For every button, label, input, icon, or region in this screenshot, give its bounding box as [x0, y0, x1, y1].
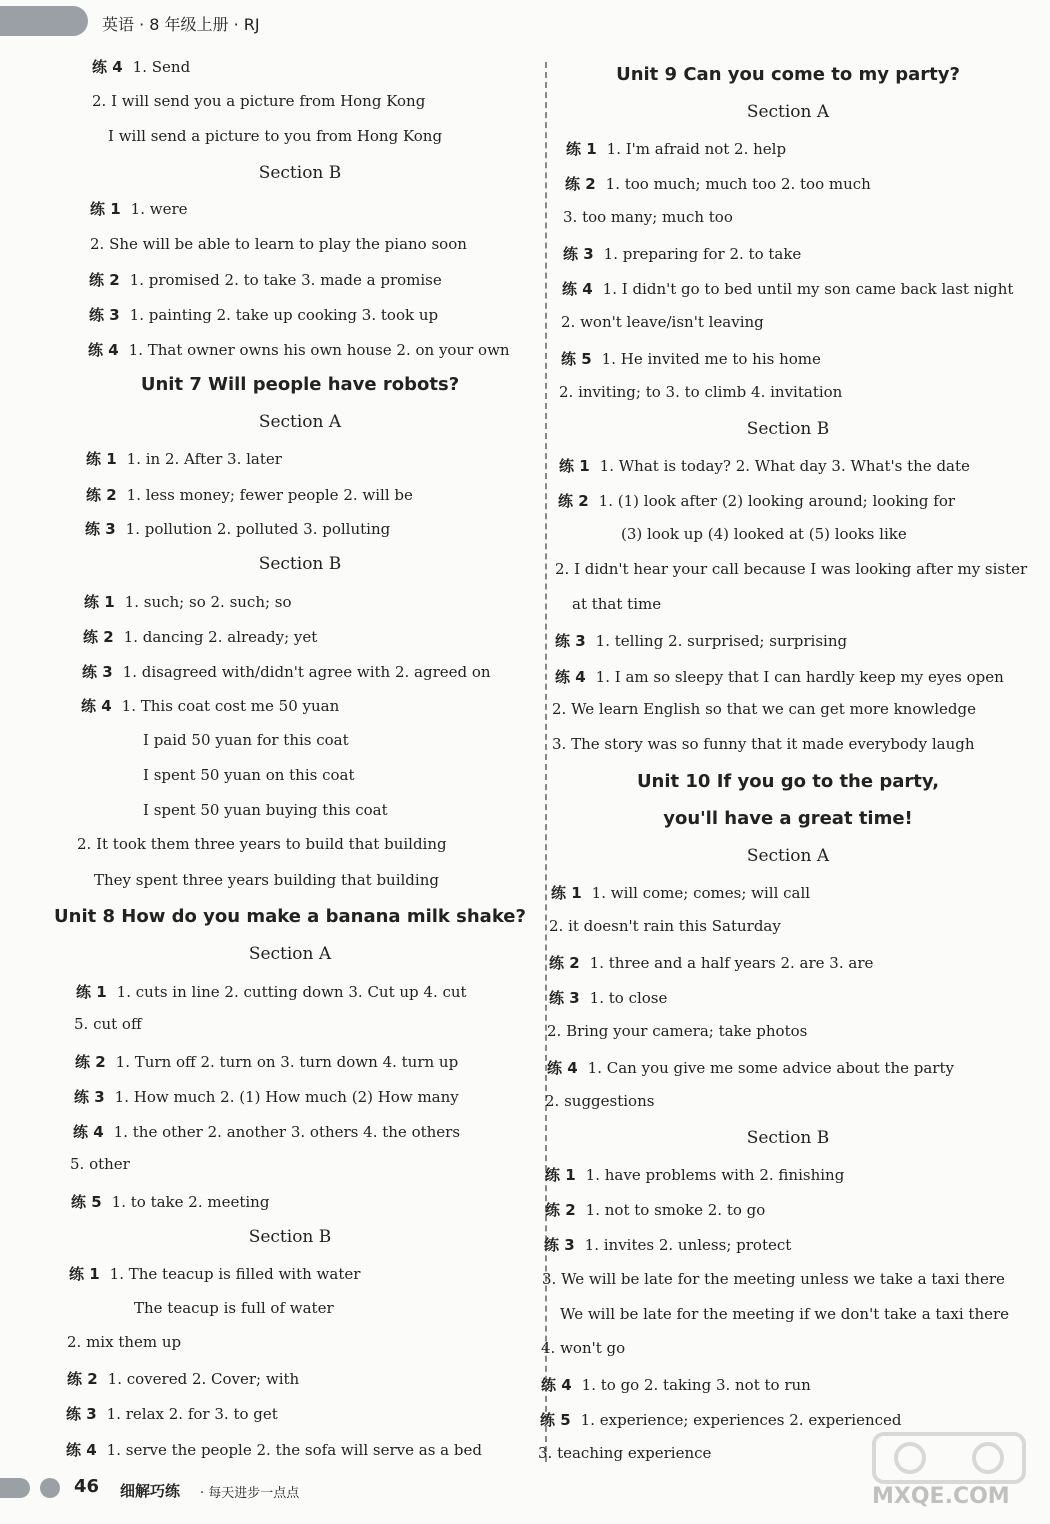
- answer-line: 练 5 1. to take 2. meeting: [71, 1193, 270, 1211]
- answer-line: 练 2 1. less money; fewer people 2. will be: [86, 486, 413, 504]
- answer-line: 练 2 1. covered 2. Cover; with: [67, 1370, 300, 1388]
- answer-line: 练 1 1. such; so 2. such; so: [84, 593, 292, 611]
- answer-line: 练 3 1. disagreed with/didn't agree with 2. agreed on: [82, 663, 491, 681]
- answer-line: 练 3 1. to close: [549, 989, 668, 1007]
- answer-line: 3. too many; much too: [563, 208, 733, 226]
- answer-line: 2. it doesn't rain this Saturday: [549, 917, 781, 935]
- answer-line: 5. other: [70, 1155, 130, 1173]
- answer-line: I spent 50 yuan buying this coat: [143, 801, 388, 819]
- answer-line: 练 3 1. pollution 2. polluted 3. polluting: [85, 520, 391, 538]
- answer-line: 2. It took them three years to build that building: [77, 835, 447, 853]
- answer-line: 练 1 1. I'm afraid not 2. help: [566, 140, 787, 158]
- answer-line: 练 1 1. cuts in line 2. cutting down 3. Cut up 4. cut: [76, 983, 467, 1001]
- page-header: [0, 0, 1050, 44]
- answer-line: 2. inviting; to 3. to climb 4. invitation: [559, 383, 843, 401]
- answer-line: 练 3 1. invites 2. unless; protect: [544, 1236, 792, 1254]
- answer-line: They spent three years building that building: [94, 871, 439, 889]
- footer-slogan: · 每天进步一点点: [200, 1486, 300, 1501]
- section-heading: Section A: [258, 412, 342, 432]
- answer-line: 3. teaching experience: [538, 1444, 712, 1462]
- answer-line: 练 4 1. This coat cost me 50 yuan: [81, 697, 340, 715]
- answer-line: 练 2 1. Turn off 2. turn on 3. turn down 4. turn up: [75, 1053, 459, 1071]
- answer-line: 5. cut off: [74, 1015, 142, 1033]
- answer-line: 练 1 1. have problems with 2. finishing: [545, 1166, 845, 1184]
- section-heading: Section A: [248, 944, 332, 964]
- answer-line: 练 2 1. not to smoke 2. to go: [545, 1201, 766, 1219]
- section-heading: Section A: [746, 846, 830, 866]
- footer-dot: [40, 1478, 60, 1498]
- answer-line: We will be late for the meeting if we don't take a taxi there: [560, 1305, 1010, 1323]
- answer-line: 练 1 1. will come; comes; will call: [551, 884, 811, 902]
- answer-line: I will send a picture to you from Hong Kong: [108, 127, 443, 145]
- answer-line: I paid 50 yuan for this coat: [143, 731, 349, 749]
- answer-line: 练 1 1. in 2. After 3. later: [86, 450, 282, 468]
- answer-line: 练 3 1. relax 2. for 3. to get: [66, 1405, 278, 1423]
- answer-line: 2. We learn English so that we can get more knowledge: [552, 700, 976, 718]
- section-heading: Section B: [258, 554, 342, 574]
- answer-line: 练 4 1. I am so sleepy that I can hardly keep my eyes open: [555, 668, 1004, 686]
- answer-line: 练 4 1. to go 2. taking 3. not to run: [541, 1376, 811, 1394]
- answer-line: 练 4 1. I didn't go to bed until my son came back last night: [562, 280, 1014, 298]
- unit-heading: Unit 9 Can you come to my party?: [616, 64, 960, 85]
- answer-line: 3. We will be late for the meeting unless we take a taxi there: [542, 1270, 1005, 1288]
- watermark-text: MXQE.COM: [872, 1484, 1010, 1509]
- answer-line: The teacup is full of water: [134, 1299, 334, 1317]
- answer-line: 2. won't leave/isn't leaving: [561, 313, 764, 331]
- answer-line: 练 4 1. serve the people 2. the sofa will serve as a bed: [66, 1441, 482, 1459]
- unit-heading: Unit 10 If you go to the party,: [636, 771, 940, 792]
- answer-line: 2. I will send you a picture from Hong Kong: [92, 92, 426, 110]
- answer-line: 2. mix them up: [67, 1333, 182, 1351]
- answer-line: 练 4 1. That owner owns his own house 2. on your own: [88, 341, 510, 359]
- answer-line: 练 1 1. The teacup is filled with water: [69, 1265, 361, 1283]
- section-heading: Section A: [746, 102, 830, 122]
- section-heading: Section B: [258, 163, 342, 183]
- answer-line: 2. suggestions: [545, 1092, 655, 1110]
- section-heading: Section B: [248, 1227, 332, 1247]
- answer-line: 练 5 1. experience; experiences 2. experienced: [540, 1411, 902, 1429]
- section-heading: Section B: [746, 419, 830, 439]
- answer-line: 4. won't go: [541, 1339, 626, 1357]
- answer-line: I spent 50 yuan on this coat: [143, 766, 355, 784]
- answer-line: 练 4 1. the other 2. another 3. others 4. the others: [73, 1123, 461, 1141]
- unit-heading: you'll have a great time!: [663, 808, 913, 829]
- answer-line: (3) look up (4) looked at (5) looks like: [621, 525, 907, 543]
- answer-line: 2. She will be able to learn to play the piano soon: [90, 235, 467, 253]
- answer-line: 2. Bring your camera; take photos: [547, 1022, 808, 1040]
- footer-accent-bar: [0, 1478, 30, 1498]
- answer-line: 练 1 1. were: [90, 200, 188, 218]
- unit-heading: Unit 7 Will people have robots?: [140, 374, 460, 395]
- answer-line: 2. I didn't hear your call because I was looking after my sister: [555, 560, 1028, 578]
- answer-line: 练 4 1. Send: [92, 58, 191, 76]
- answer-line: 练 2 1. three and a half years 2. are 3. are: [549, 954, 874, 972]
- answer-line: 练 2 1. dancing 2. already; yet: [83, 628, 318, 646]
- answer-line: 练 1 1. What is today? 2. What day 3. What's the date: [559, 457, 970, 475]
- answer-line: 练 3 1. preparing for 2. to take: [563, 245, 802, 263]
- page-number: 46: [74, 1476, 100, 1497]
- answer-line: 练 2 1. promised 2. to take 3. made a promise: [89, 271, 442, 289]
- answer-line: 3. The story was so funny that it made everybody laugh: [552, 735, 975, 753]
- answer-line: 练 2 1. too much; much too 2. too much: [565, 175, 871, 193]
- footer-brand: 细解巧练: [120, 1482, 181, 1500]
- answer-line: 练 2 1. (1) look after (2) looking around; looking for: [558, 492, 956, 510]
- header-title: 英语 · 8 年级上册 · RJ: [102, 15, 260, 34]
- answer-line: 练 3 1. telling 2. surprised; surprising: [555, 632, 848, 650]
- answer-line: 练 5 1. He invited me to his home: [561, 350, 821, 368]
- unit-heading: Unit 8 How do you make a banana milk shake?: [54, 906, 526, 927]
- header-accent-bar: [0, 6, 88, 36]
- answer-line: 练 4 1. Can you give me some advice about the party: [547, 1059, 954, 1077]
- section-heading: Section B: [746, 1128, 830, 1148]
- answer-line: 练 3 1. How much 2. (1) How much (2) How many: [74, 1088, 459, 1106]
- answer-line: 练 3 1. painting 2. take up cooking 3. took up: [89, 306, 439, 324]
- answer-line: at that time: [572, 595, 662, 613]
